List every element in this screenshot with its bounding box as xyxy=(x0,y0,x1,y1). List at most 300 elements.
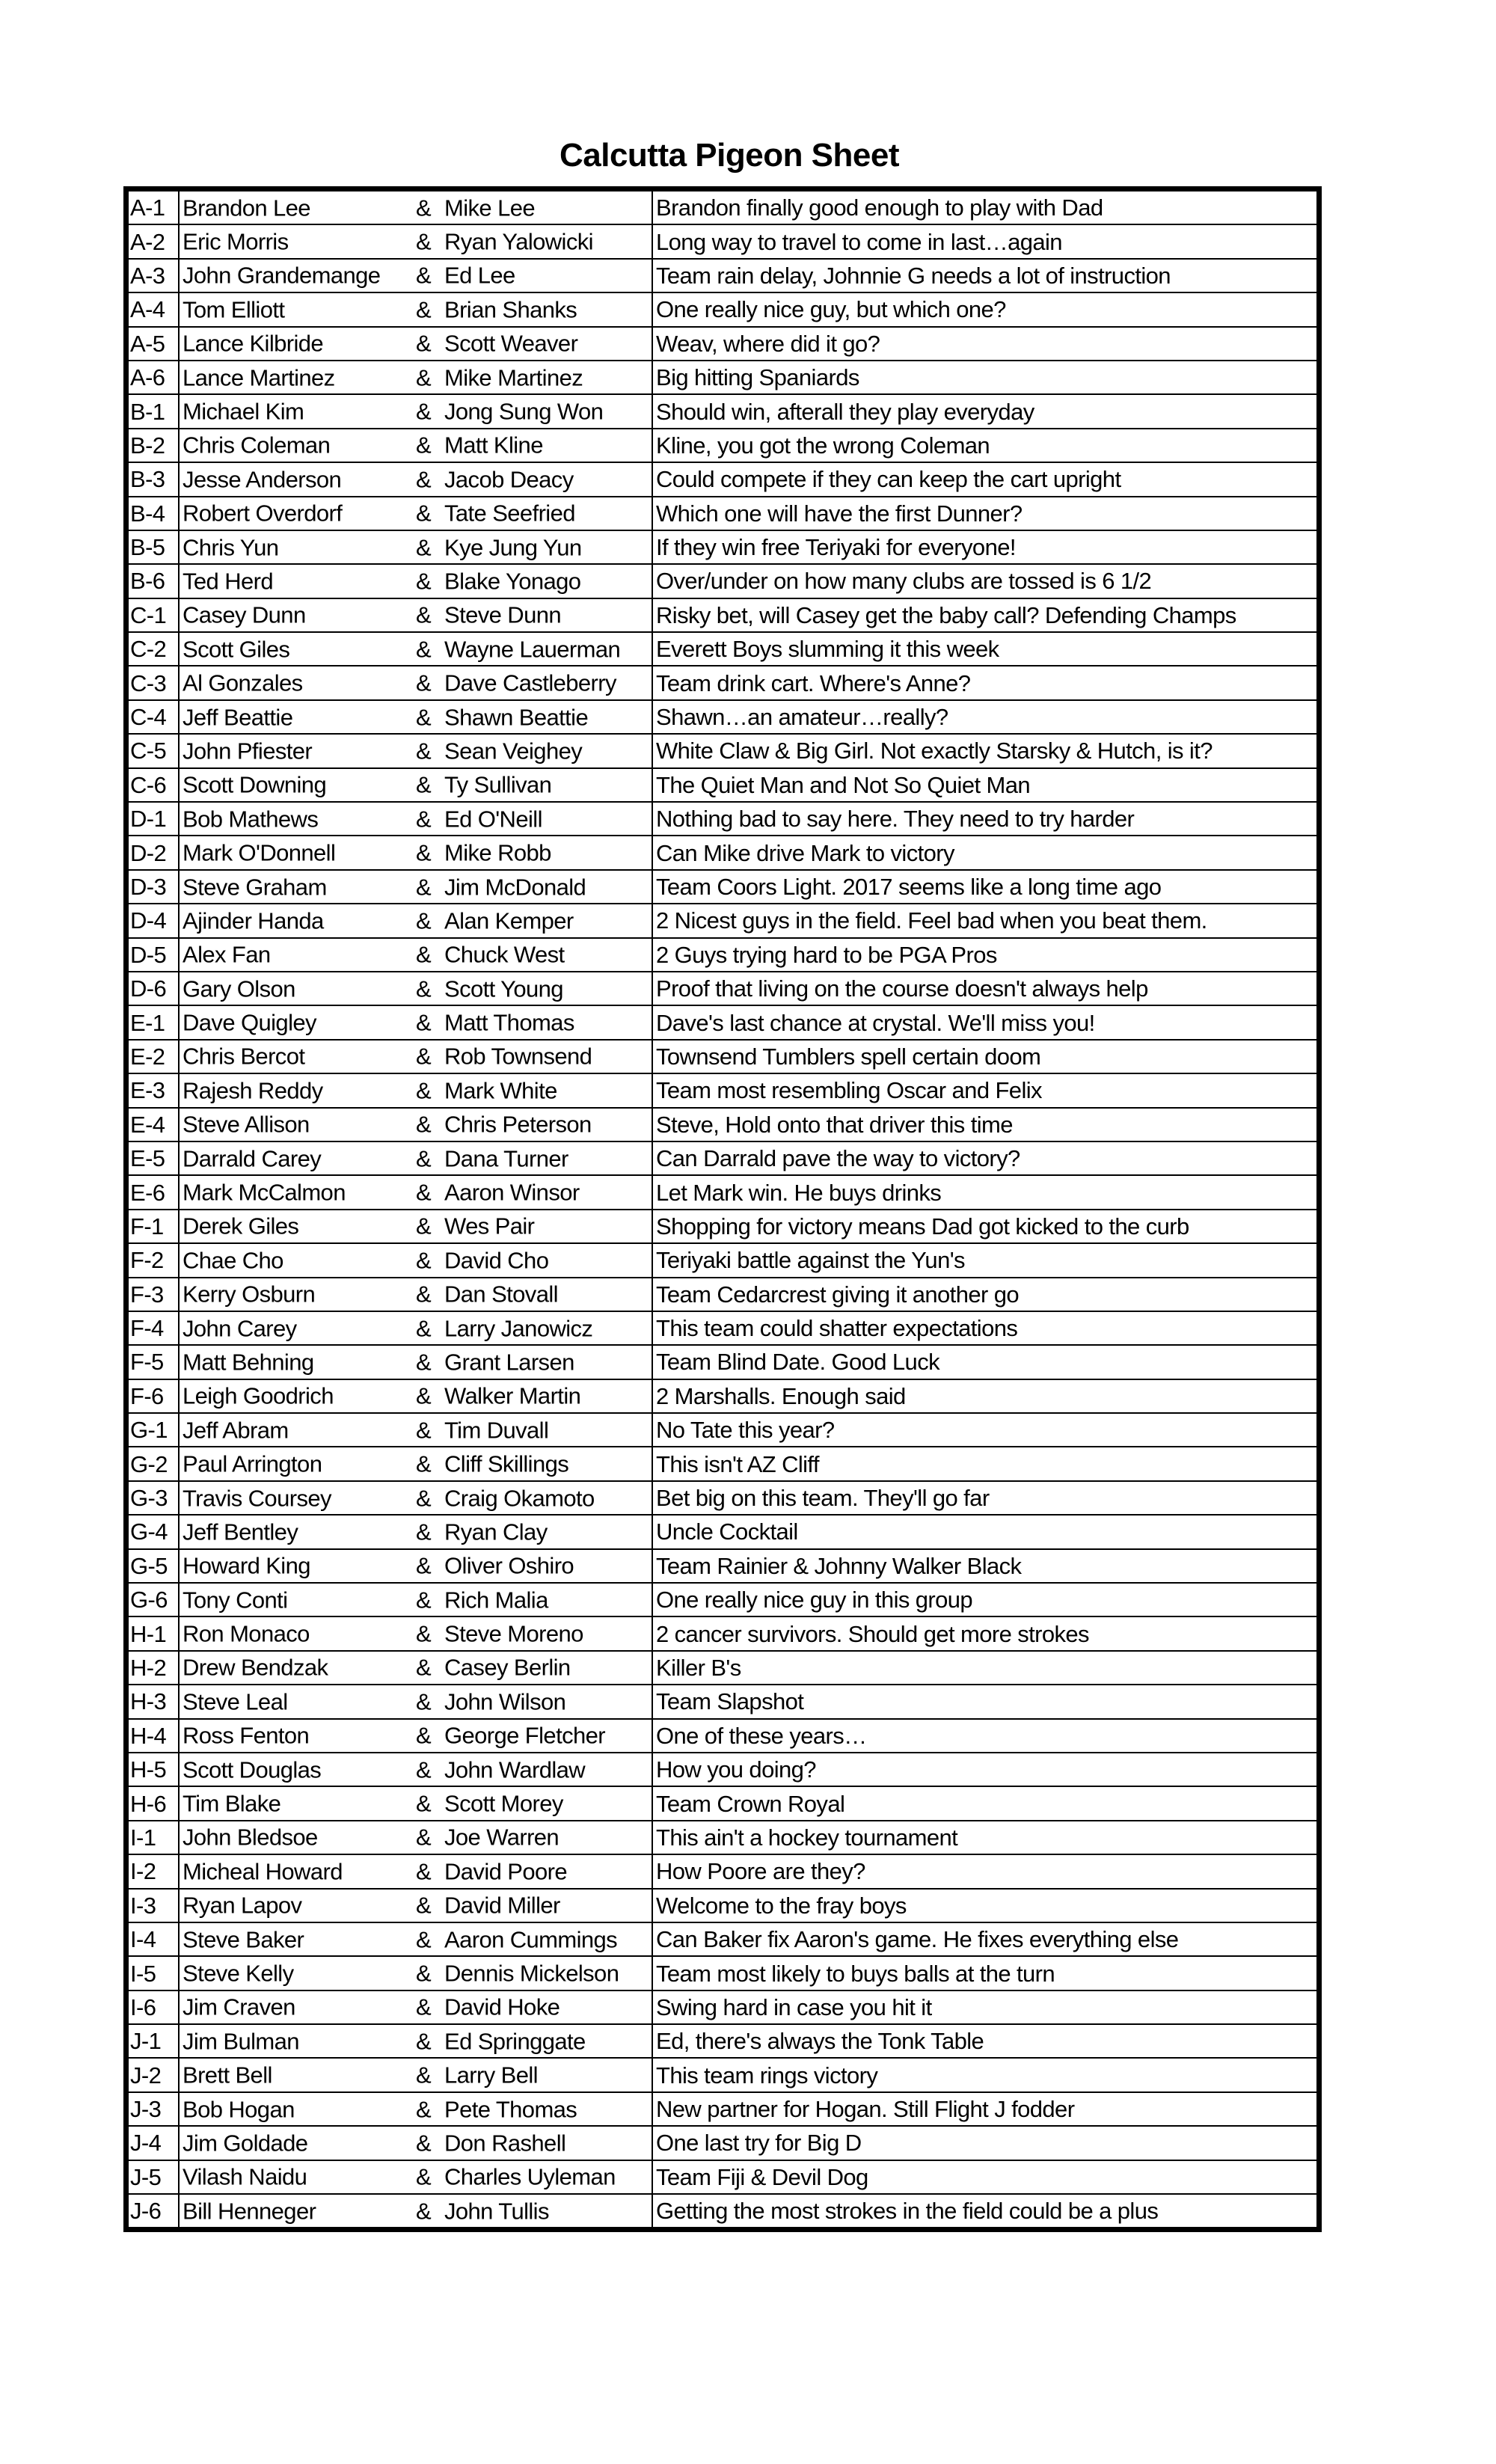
ampersand: & xyxy=(416,704,432,731)
team-row xyxy=(128,327,1317,361)
team-players xyxy=(179,700,652,734)
player-two: Matt Thomas xyxy=(444,1009,574,1036)
player-one: Lance Kilbride xyxy=(183,330,324,357)
team-code: A-1 xyxy=(128,191,179,224)
ampersand: & xyxy=(416,1145,432,1172)
ampersand: & xyxy=(416,1315,432,1342)
ampersand: & xyxy=(416,1417,432,1444)
team-row xyxy=(128,1753,1317,1786)
player-one: Chris Yun xyxy=(183,534,279,561)
player-two: Scott Young xyxy=(444,975,563,1002)
ampersand: & xyxy=(416,1281,432,1308)
team-players xyxy=(179,1753,652,1786)
team-comment: Team most likely to buys balls at the turn xyxy=(652,1956,1317,1990)
team-comment: Team Slapshot xyxy=(652,1685,1317,1718)
player-one: Mark McCalmon xyxy=(183,1179,346,1206)
team-comment: Proof that living on the course doesn't always help xyxy=(652,972,1317,1005)
ampersand: & xyxy=(416,228,432,255)
team-code: I-5 xyxy=(128,1956,179,1990)
team-players xyxy=(179,1379,652,1413)
team-code: B-5 xyxy=(128,530,179,564)
player-one: Chae Cho xyxy=(183,1247,283,1274)
ampersand: & xyxy=(416,2163,432,2190)
team-comment: Shopping for victory means Dad got kicked to the curb xyxy=(652,1210,1317,1243)
team-row xyxy=(128,1583,1317,1616)
team-players xyxy=(179,1005,652,1039)
team-players xyxy=(179,1549,652,1583)
player-two: David Cho xyxy=(444,1247,549,1274)
ampersand: & xyxy=(416,500,432,527)
team-players xyxy=(179,1583,652,1616)
team-players xyxy=(179,1073,652,1107)
team-code: F-3 xyxy=(128,1278,179,1311)
player-one: Vilash Naidu xyxy=(183,2163,307,2190)
team-comment: 2 cancer survivors. Should get more strokes xyxy=(652,1616,1317,1650)
player-two: Shawn Beattie xyxy=(444,704,589,731)
ampersand: & xyxy=(416,1790,432,1817)
team-code: E-4 xyxy=(128,1108,179,1141)
team-code: D-6 xyxy=(128,972,179,1005)
team-code: E-3 xyxy=(128,1073,179,1107)
pigeon-table xyxy=(123,186,1322,2232)
ampersand: & xyxy=(416,1043,432,1070)
team-code: E-1 xyxy=(128,1005,179,1039)
player-one: Ted Herd xyxy=(183,568,273,595)
team-code: J-5 xyxy=(128,2160,179,2194)
player-one: Kerry Osburn xyxy=(183,1281,316,1308)
team-row xyxy=(128,1956,1317,1990)
team-players xyxy=(179,904,652,937)
ampersand: & xyxy=(416,2062,432,2088)
player-two: Wes Pair xyxy=(444,1213,535,1239)
team-comment: Townsend Tumblers spell certain doom xyxy=(652,1040,1317,1073)
team-code: J-2 xyxy=(128,2058,179,2091)
ampersand: & xyxy=(416,1722,432,1749)
team-players xyxy=(179,938,652,972)
team-code: H-5 xyxy=(128,1753,179,1786)
ampersand: & xyxy=(416,975,432,1002)
ampersand: & xyxy=(416,2130,432,2157)
team-code: H-3 xyxy=(128,1685,179,1718)
team-row xyxy=(128,1651,1317,1685)
team-players xyxy=(179,1889,652,1922)
team-players xyxy=(179,802,652,836)
team-row xyxy=(128,1040,1317,1073)
ampersand: & xyxy=(416,1009,432,1036)
team-players xyxy=(179,2058,652,2091)
team-code: E-5 xyxy=(128,1141,179,1175)
team-code: D-4 xyxy=(128,904,179,937)
team-code: C-5 xyxy=(128,734,179,767)
ampersand: & xyxy=(416,1858,432,1885)
team-code: A-4 xyxy=(128,292,179,326)
player-one: Steve Baker xyxy=(183,1926,304,1953)
team-comment: This team could shatter expectations xyxy=(652,1311,1317,1345)
player-two: John Wardlaw xyxy=(444,1756,586,1783)
team-comment: New partner for Hogan. Still Flight J fodder xyxy=(652,2092,1317,2126)
team-code: C-4 xyxy=(128,700,179,734)
player-two: David Poore xyxy=(444,1858,567,1885)
player-one: Scott Giles xyxy=(183,636,290,663)
player-one: Chris Coleman xyxy=(183,432,331,459)
team-row xyxy=(128,1379,1317,1413)
player-one: Eric Morris xyxy=(183,228,289,255)
player-one: Howard King xyxy=(183,1552,310,1579)
player-one: John Pfiester xyxy=(183,738,313,764)
player-one: Drew Bendzak xyxy=(183,1654,328,1681)
team-comment: Bet big on this team. They'll go far xyxy=(652,1481,1317,1515)
team-code: I-6 xyxy=(128,1990,179,2024)
team-players xyxy=(179,361,652,394)
sheet-title: Calcutta Pigeon Sheet xyxy=(559,137,900,174)
player-one: Jim Bulman xyxy=(183,2028,299,2055)
team-players xyxy=(179,1616,652,1650)
ampersand: & xyxy=(416,2096,432,2123)
player-one: Mark O'Donnell xyxy=(183,839,336,866)
team-row xyxy=(128,1311,1317,1345)
team-row xyxy=(128,598,1317,632)
player-one: Bob Mathews xyxy=(183,806,319,833)
team-code: B-6 xyxy=(128,564,179,598)
ampersand: & xyxy=(416,398,432,425)
player-two: Jong Sung Won xyxy=(444,398,604,425)
player-two: Joe Warren xyxy=(444,1824,560,1851)
player-two: Charles Uyleman xyxy=(444,2163,616,2190)
player-one: Paul Arrington xyxy=(183,1450,322,1477)
player-two: Larry Bell xyxy=(444,2062,538,2088)
team-comment: Nothing bad to say here. They need to try harder xyxy=(652,802,1317,836)
player-two: Scott Weaver xyxy=(444,330,578,357)
team-code: G-5 xyxy=(128,1549,179,1583)
team-code: C-1 xyxy=(128,598,179,632)
player-two: Grant Larsen xyxy=(444,1349,574,1376)
player-one: Dave Quigley xyxy=(183,1009,316,1036)
player-two: Kye Jung Yun xyxy=(444,534,582,561)
team-comment: Brandon finally good enough to play with Dad xyxy=(652,191,1317,224)
team-code: A-3 xyxy=(128,259,179,292)
team-comment: Can Baker fix Aaron's game. He fixes everything else xyxy=(652,1922,1317,1956)
team-row xyxy=(128,2194,1317,2228)
team-comment: Long way to travel to come in last…again xyxy=(652,224,1317,258)
team-comment: Welcome to the fray boys xyxy=(652,1889,1317,1922)
team-players xyxy=(179,1413,652,1447)
team-comment: One really nice guy, but which one? xyxy=(652,292,1317,326)
team-comment: One of these years… xyxy=(652,1719,1317,1753)
player-two: Cliff Skillings xyxy=(444,1450,569,1477)
player-two: Walker Martin xyxy=(444,1382,581,1409)
team-players xyxy=(179,292,652,326)
team-comment: Team Cedarcrest giving it another go xyxy=(652,1278,1317,1311)
ampersand: & xyxy=(416,262,432,289)
team-code: G-6 xyxy=(128,1583,179,1616)
player-one: Bill Henneger xyxy=(183,2198,316,2225)
ampersand: & xyxy=(416,1688,432,1715)
ampersand: & xyxy=(416,1213,432,1239)
team-players xyxy=(179,429,652,462)
team-players xyxy=(179,1345,652,1379)
team-players xyxy=(179,1040,652,1073)
player-one: Brandon Lee xyxy=(183,194,310,221)
team-row xyxy=(128,1073,1317,1107)
team-comment: Team rain delay, Johnnie G needs a lot of instruction xyxy=(652,259,1317,292)
player-two: Jim McDonald xyxy=(444,874,586,900)
team-players xyxy=(179,1651,652,1685)
team-row xyxy=(128,1616,1317,1650)
player-two: Rob Townsend xyxy=(444,1043,592,1070)
team-code: F-6 xyxy=(128,1379,179,1413)
player-two: Sean Veighey xyxy=(444,738,583,764)
player-one: Casey Dunn xyxy=(183,601,306,628)
player-one: Gary Olson xyxy=(183,975,295,1002)
ampersand: & xyxy=(416,771,432,798)
team-comment: This ain't a hockey tournament xyxy=(652,1821,1317,1854)
player-one: Ryan Lapov xyxy=(183,1892,302,1919)
team-comment: Risky bet, will Casey get the baby call? Defending Champs xyxy=(652,598,1317,632)
ampersand: & xyxy=(416,806,432,833)
player-one: Jeff Abram xyxy=(183,1417,289,1444)
player-two: Dave Castleberry xyxy=(444,669,616,696)
ampersand: & xyxy=(416,568,432,595)
team-code: F-2 xyxy=(128,1243,179,1277)
team-comment: Team Rainier & Johnny Walker Black xyxy=(652,1549,1317,1583)
team-players xyxy=(179,497,652,530)
player-one: Michael Kim xyxy=(183,398,304,425)
player-one: Jesse Anderson xyxy=(183,466,342,493)
player-two: Mike Robb xyxy=(444,839,551,866)
ampersand: & xyxy=(416,1620,432,1647)
team-row xyxy=(128,1922,1317,1956)
player-two: Blake Yonago xyxy=(444,568,581,595)
team-code: B-4 xyxy=(128,497,179,530)
team-players xyxy=(179,1311,652,1345)
team-row xyxy=(128,564,1317,598)
team-players xyxy=(179,1447,652,1480)
team-code: I-4 xyxy=(128,1922,179,1956)
team-comment: Team Crown Royal xyxy=(652,1786,1317,1820)
player-one: Matt Behning xyxy=(183,1349,314,1376)
player-one: Leigh Goodrich xyxy=(183,1382,334,1409)
team-comment: Shawn…an amateur…really? xyxy=(652,700,1317,734)
player-two: Ryan Clay xyxy=(444,1518,548,1545)
team-code: H-4 xyxy=(128,1719,179,1753)
team-code: J-4 xyxy=(128,2126,179,2160)
team-row xyxy=(128,259,1317,292)
player-one: Chris Bercot xyxy=(183,1043,305,1070)
ampersand: & xyxy=(416,636,432,663)
player-two: Matt Kline xyxy=(444,432,543,459)
team-code: A-6 xyxy=(128,361,179,394)
ampersand: & xyxy=(416,1111,432,1138)
team-players xyxy=(179,224,652,258)
ampersand: & xyxy=(416,669,432,696)
ampersand: & xyxy=(416,1450,432,1477)
player-one: Lance Martinez xyxy=(183,364,335,391)
team-comment: Over/under on how many clubs are tossed is 6 1/2 xyxy=(652,564,1317,598)
team-players xyxy=(179,564,652,598)
player-one: Steve Kelly xyxy=(183,1960,294,1987)
ampersand: & xyxy=(416,1077,432,1104)
player-two: Tim Duvall xyxy=(444,1417,549,1444)
player-two: Casey Berlin xyxy=(444,1654,571,1681)
team-players xyxy=(179,972,652,1005)
team-row xyxy=(128,497,1317,530)
team-row xyxy=(128,1481,1317,1515)
team-players xyxy=(179,2024,652,2058)
team-row xyxy=(128,768,1317,802)
team-comment: Can Mike drive Mark to victory xyxy=(652,836,1317,869)
player-two: Pete Thomas xyxy=(444,2096,577,2123)
team-players xyxy=(179,1719,652,1753)
player-two: Dana Turner xyxy=(444,1145,568,1172)
team-comment: Which one will have the first Dunner? xyxy=(652,497,1317,530)
player-two: Steve Moreno xyxy=(444,1620,583,1647)
team-code: J-3 xyxy=(128,2092,179,2126)
team-comment: Team Fiji & Devil Dog xyxy=(652,2160,1317,2194)
team-row xyxy=(128,734,1317,767)
team-players xyxy=(179,1956,652,1990)
ampersand: & xyxy=(416,1179,432,1206)
team-row xyxy=(128,1990,1317,2024)
ampersand: & xyxy=(416,1926,432,1953)
player-two: Ryan Yalowicki xyxy=(444,228,593,255)
team-row xyxy=(128,1685,1317,1718)
team-players xyxy=(179,1990,652,2024)
player-two: John Wilson xyxy=(444,1688,566,1715)
ampersand: & xyxy=(416,1960,432,1987)
player-one: Rajesh Reddy xyxy=(183,1077,323,1104)
team-comment: Team Coors Light. 2017 seems like a long time ago xyxy=(652,870,1317,904)
player-two: George Fletcher xyxy=(444,1722,605,1749)
player-two: Larry Janowicz xyxy=(444,1315,593,1342)
team-players xyxy=(179,1175,652,1209)
player-two: Tate Seefried xyxy=(444,500,575,527)
player-one: Steve Leal xyxy=(183,1688,288,1715)
player-two: Ed Springgate xyxy=(444,2028,586,2055)
team-row xyxy=(128,191,1317,224)
team-players xyxy=(179,259,652,292)
team-code: G-4 xyxy=(128,1515,179,1548)
player-two: Mark White xyxy=(444,1077,557,1104)
team-code: H-1 xyxy=(128,1616,179,1650)
team-code: H-6 xyxy=(128,1786,179,1820)
player-one: Ajinder Handa xyxy=(183,907,324,934)
ampersand: & xyxy=(416,2198,432,2225)
team-comment: No Tate this year? xyxy=(652,1413,1317,1447)
team-code: G-2 xyxy=(128,1447,179,1480)
team-comment: Can Darrald pave the way to victory? xyxy=(652,1141,1317,1175)
team-players xyxy=(179,632,652,666)
team-row xyxy=(128,1515,1317,1548)
team-comment: 2 Nicest guys in the field. Feel bad when you beat them. xyxy=(652,904,1317,937)
team-row xyxy=(128,429,1317,462)
team-row xyxy=(128,972,1317,1005)
player-one: Ron Monaco xyxy=(183,1620,310,1647)
team-row xyxy=(128,361,1317,394)
team-code: A-5 xyxy=(128,327,179,361)
ampersand: & xyxy=(416,1993,432,2020)
ampersand: & xyxy=(416,907,432,934)
player-one: Derek Giles xyxy=(183,1213,299,1239)
team-players xyxy=(179,1278,652,1311)
team-code: B-1 xyxy=(128,394,179,428)
team-players xyxy=(179,666,652,699)
player-one: Scott Douglas xyxy=(183,1756,322,1783)
team-comment: Killer B's xyxy=(652,1651,1317,1685)
ampersand: & xyxy=(416,296,432,323)
ampersand: & xyxy=(416,1587,432,1613)
ampersand: & xyxy=(416,1349,432,1376)
team-comment: Team Blind Date. Good Luck xyxy=(652,1345,1317,1379)
team-code: I-1 xyxy=(128,1821,179,1854)
player-two: Wayne Lauerman xyxy=(444,636,621,663)
team-row xyxy=(128,632,1317,666)
player-one: Tony Conti xyxy=(183,1587,288,1613)
team-comment: The Quiet Man and Not So Quiet Man xyxy=(652,768,1317,802)
team-code: B-3 xyxy=(128,462,179,496)
team-players xyxy=(179,2126,652,2160)
player-one: Jeff Beattie xyxy=(183,704,293,731)
team-comment: Let Mark win. He buys drinks xyxy=(652,1175,1317,1209)
player-one: Brett Bell xyxy=(183,2062,272,2088)
ampersand: & xyxy=(416,364,432,391)
player-one: Steve Graham xyxy=(183,874,327,900)
team-players xyxy=(179,734,652,767)
player-one: Alex Fan xyxy=(183,941,271,968)
player-two: David Hoke xyxy=(444,1993,560,2020)
team-comment: Big hitting Spaniards xyxy=(652,361,1317,394)
team-comment: Swing hard in case you hit it xyxy=(652,1990,1317,2024)
team-code: D-3 xyxy=(128,870,179,904)
ampersand: & xyxy=(416,1756,432,1783)
team-comment: How you doing? xyxy=(652,1753,1317,1786)
player-two: Oliver Oshiro xyxy=(444,1552,574,1579)
team-row xyxy=(128,530,1317,564)
team-code: I-3 xyxy=(128,1889,179,1922)
team-row xyxy=(128,394,1317,428)
team-players xyxy=(179,462,652,496)
team-row xyxy=(128,1889,1317,1922)
team-code: G-1 xyxy=(128,1413,179,1447)
player-one: John Grandemange xyxy=(183,262,381,289)
team-row xyxy=(128,1549,1317,1583)
team-row xyxy=(128,2160,1317,2194)
team-comment: Team drink cart. Where's Anne? xyxy=(652,666,1317,699)
team-comment: Could compete if they can keep the cart upright xyxy=(652,462,1317,496)
team-row xyxy=(128,2092,1317,2126)
team-row xyxy=(128,462,1317,496)
player-one: Jim Craven xyxy=(183,1993,295,2020)
team-code: E-2 xyxy=(128,1040,179,1073)
team-row xyxy=(128,1413,1317,1447)
player-two: Steve Dunn xyxy=(444,601,561,628)
team-code: C-3 xyxy=(128,666,179,699)
team-row xyxy=(128,1108,1317,1141)
ampersand: & xyxy=(416,1247,432,1274)
team-comment: Dave's last chance at crystal. We'll miss you! xyxy=(652,1005,1317,1039)
player-two: John Tullis xyxy=(444,2198,549,2225)
team-row xyxy=(128,1821,1317,1854)
ampersand: & xyxy=(416,1654,432,1681)
player-one: Steve Allison xyxy=(183,1111,310,1138)
team-row xyxy=(128,1719,1317,1753)
team-comment: This isn't AZ Cliff xyxy=(652,1447,1317,1480)
team-players xyxy=(179,1141,652,1175)
team-players xyxy=(179,1786,652,1820)
player-two: Dan Stovall xyxy=(444,1281,558,1308)
player-two: Aaron Cummings xyxy=(444,1926,618,1953)
team-row xyxy=(128,224,1317,258)
team-row xyxy=(128,700,1317,734)
